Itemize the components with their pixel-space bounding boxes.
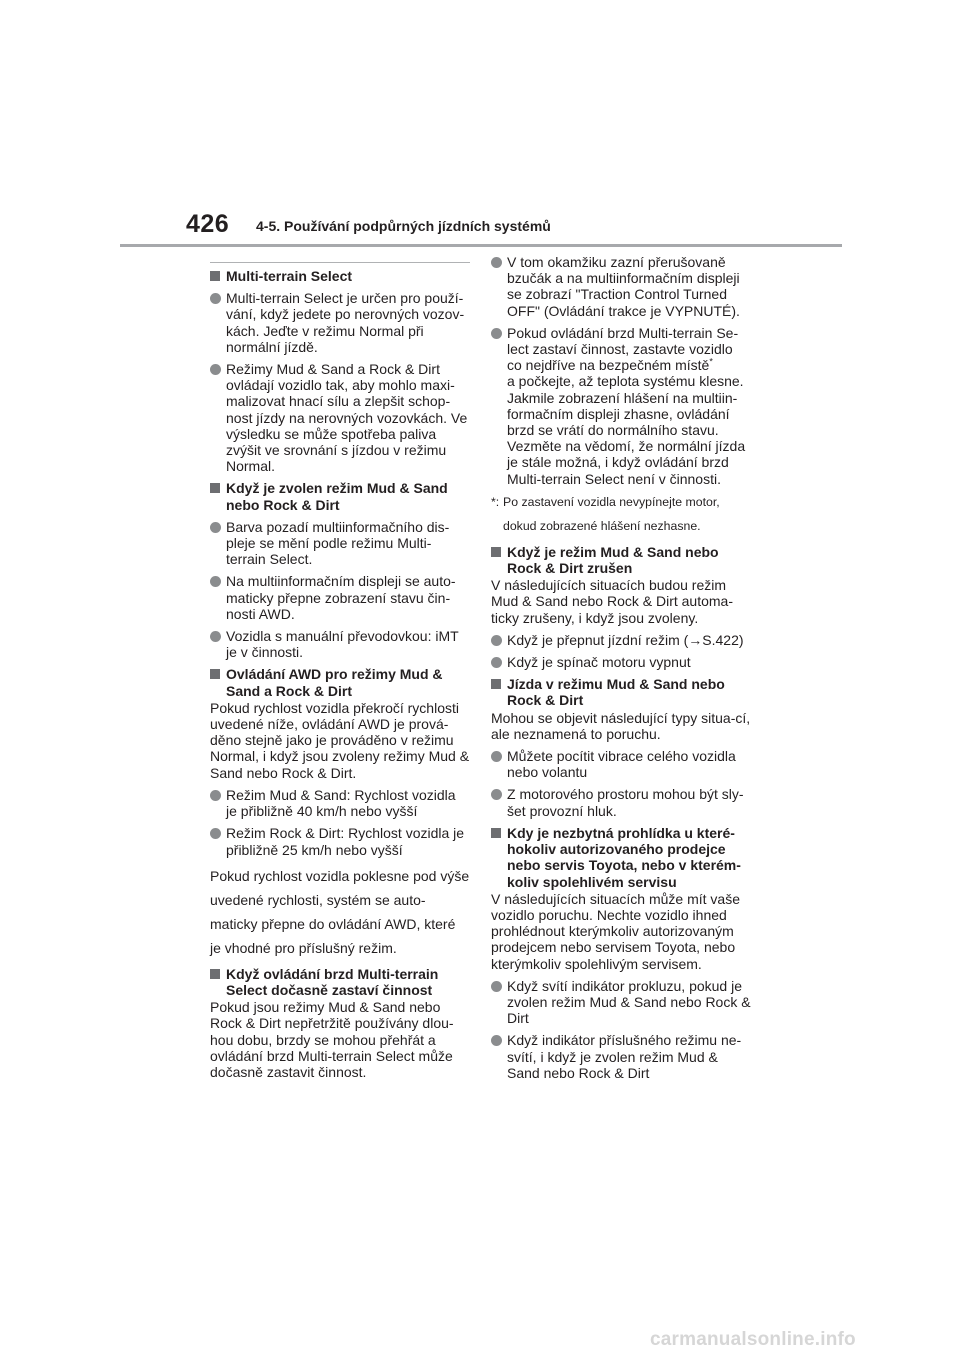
left-column bbox=[210, 262, 470, 1080]
circle-bullet-icon bbox=[491, 635, 502, 646]
paragraph: Pokud rychlost vozidla poklesne pod výše uvedené rychlosti, systém se auto-maticky přepne do ovládání AWD, které je vhodné pro příslušný režim. bbox=[210, 867, 470, 956]
square-bullet-icon bbox=[210, 483, 220, 493]
circle-bullet-icon bbox=[491, 1035, 502, 1046]
list-item bbox=[491, 654, 751, 670]
header-rule bbox=[120, 244, 842, 247]
list-item bbox=[491, 748, 751, 780]
paragraph: Pokud jsou režimy Mud & Sand nebo Rock & Dirt nepřetržitě používány dlou-hou dobu, brzdy se mohou přehřát a ovládání brzd Multi-terrain Select může dočasně zastavit činnost. bbox=[210, 999, 454, 1080]
square-bullet-icon bbox=[210, 669, 220, 679]
list-item bbox=[491, 978, 751, 1027]
right-column bbox=[491, 254, 751, 1081]
list-item-text: Pokud ovládání brzd Multi-terrain Se-lect zastaví činnost, zastavte vozidlo co nejdříve na bezpečném místě bbox=[507, 324, 739, 374]
list-item bbox=[210, 361, 470, 474]
subheading-text: Když je režim Mud & Sand nebo Rock & Dirt zrušen bbox=[507, 543, 719, 577]
circle-bullet-icon bbox=[210, 364, 221, 375]
subheading-text: Jízda v režimu Mud & Sand nebo Rock & Dirt bbox=[507, 676, 725, 709]
list-item bbox=[210, 519, 470, 568]
square-bullet-icon bbox=[210, 969, 220, 979]
list-item bbox=[210, 290, 470, 355]
subheading bbox=[210, 666, 470, 698]
list-item bbox=[210, 628, 470, 660]
subheading bbox=[210, 480, 470, 512]
list-item-text: Režim Mud & Sand: Rychlost vozidla je přibližně 40 km/h nebo vyšší bbox=[226, 786, 456, 820]
list-item-text: Režim Rock & Dirt: Rychlost vozidla je přibližně 25 km/h nebo vyšší bbox=[226, 825, 465, 858]
subheading-text: Když je zvolen režim Mud & Sand nebo Rock & Dirt bbox=[226, 480, 448, 513]
list-item-text: Multi-terrain Select je určen pro použí-vání, když jedete po nerovných vozov-kách. Jeďte v režimu Normal při normální jízdě. bbox=[226, 290, 465, 355]
list-item-text: V tom okamžiku zazní přerušovaně bzučák a na multiinformačním displeji se zobrazí "Traction Control Turned OFF" (Ovládání trakce je VYPNUTÉ). bbox=[507, 254, 740, 319]
subheading bbox=[491, 825, 751, 890]
circle-bullet-icon bbox=[210, 576, 221, 587]
list-item-text: Vozidla s manuální převodovkou: iMT je v činnosti. bbox=[226, 628, 459, 661]
circle-bullet-icon bbox=[491, 257, 502, 268]
list-item-text: Když indikátor příslušného režimu ne-svítí, i když je zvolen režim Mud & Sand nebo Rock & Dirt bbox=[507, 1032, 742, 1081]
watermark: carmanualsonline.info bbox=[650, 1329, 856, 1350]
section-title: 4-5. Používání podpůrných jízdních systémů bbox=[256, 218, 551, 234]
list-item-text: Když svítí indikátor prokluzu, pokud je zvolen režim Mud & Sand nebo Rock & Dirt bbox=[507, 977, 751, 1027]
list-item bbox=[491, 325, 751, 487]
paragraph: V následujících situacích budou režim Mud & Sand nebo Rock & Dirt automa-ticky zrušeny, i když jsou zvoleny. bbox=[491, 577, 734, 626]
subheading-text: Když ovládání brzd Multi-terrain Select dočasně zastaví činnost bbox=[226, 965, 439, 998]
footnote-reference: * bbox=[709, 356, 713, 367]
square-bullet-icon bbox=[491, 679, 501, 689]
footnote-text: Po zastavení vozidla nevypínejte motor, dokud zobrazené hlášení nezhasne. bbox=[503, 494, 720, 533]
list-item-text: Barva pozadí multiinformačního dis-pleje se mění podle režimu Multi-terrain Select. bbox=[226, 518, 450, 568]
list-item bbox=[491, 254, 751, 319]
circle-bullet-icon bbox=[491, 981, 502, 992]
paragraph: V následujících situacích může mít vaše vozidlo poruchu. Nechte vozidlo ihned prohlédnout kterýmkoliv autorizovaným prodejcem nebo servisem Toyota, nebo kterýmkoliv spolehlivým servisem. bbox=[491, 890, 740, 972]
subheading bbox=[491, 544, 751, 576]
square-bullet-icon bbox=[210, 271, 220, 281]
circle-bullet-icon bbox=[210, 790, 221, 801]
list-item bbox=[491, 632, 751, 648]
paragraph: Mohou se objevit následující typy situa-cí, ale neznamená to poruchu. bbox=[491, 709, 751, 742]
circle-bullet-icon bbox=[491, 789, 502, 800]
subheading bbox=[210, 268, 470, 284]
subheading bbox=[210, 966, 470, 998]
list-item-text: Když je přepnut jízdní režim (→S.422) bbox=[507, 631, 744, 648]
page-header bbox=[0, 0, 960, 250]
list-item-text: Na multiinformačním displeji se auto-maticky přepne zobrazení stavu čin-nosti AWD. bbox=[226, 573, 456, 622]
list-item-text: Z motorového prostoru mohou být sly-šet provozní hluk. bbox=[507, 786, 744, 819]
list-item-text: a počkejte, až teplota systému klesne. Jakmile zobrazení hlášení na multiin-formačním displeji zhasne, ovládání brzd se vrátí do normálního stavu. Vezměte na vědomí, že normální jízda je stále možná, i když ovládání brzd Multi-terrain Select není v činnosti. bbox=[507, 373, 746, 487]
circle-bullet-icon bbox=[210, 522, 221, 533]
list-item bbox=[491, 1032, 751, 1081]
list-item bbox=[210, 825, 470, 857]
subheading-text: Multi-terrain Select bbox=[226, 268, 353, 284]
circle-bullet-icon bbox=[491, 328, 502, 339]
list-item-text: Můžete pocítit vibrace celého vozidla nebo volantu bbox=[507, 748, 736, 781]
circle-bullet-icon bbox=[491, 657, 502, 668]
subheading bbox=[491, 676, 751, 708]
list-item bbox=[210, 573, 470, 622]
circle-bullet-icon bbox=[210, 293, 221, 304]
subheading-text: Kdy je nezbytná prohlídka u které-hokoliv autorizovaného prodejce nebo servis Toyota, nebo v kterém-koliv spolehlivém servisu bbox=[507, 824, 741, 890]
list-item bbox=[491, 786, 751, 818]
list-item-text: Když je spínač motoru vypnut bbox=[507, 654, 691, 671]
square-bullet-icon bbox=[491, 547, 501, 557]
circle-bullet-icon bbox=[210, 631, 221, 642]
list-item-text: Režimy Mud & Sand a Rock & Dirt ovládají vozidlo tak, aby mohlo maxi-malizovat hnací sílu a zlepšit schop-nost jízdy na nerovných vozovkách. Ve výsledku se může spotřeba paliva zvýšit ve srovnání s jízdou v režimu Normal. bbox=[226, 361, 468, 475]
footnote-mark: *: bbox=[491, 494, 500, 509]
circle-bullet-icon bbox=[210, 828, 221, 839]
list-item bbox=[210, 787, 470, 819]
subheading-text: Ovládání AWD pro režimy Mud & Sand a Rock & Dirt bbox=[226, 666, 443, 699]
page-number: 426 bbox=[186, 210, 230, 238]
paragraph: Pokud rychlost vozidla překročí rychlosti uvedené níže, ovládání AWD je prová-děno stejně jako je prováděno v režimu Normal, i když jsou zvoleny režimy Mud & Sand nebo Rock & Dirt. bbox=[210, 699, 470, 781]
circle-bullet-icon bbox=[491, 751, 502, 762]
footnote bbox=[491, 490, 751, 538]
square-bullet-icon bbox=[491, 828, 501, 838]
